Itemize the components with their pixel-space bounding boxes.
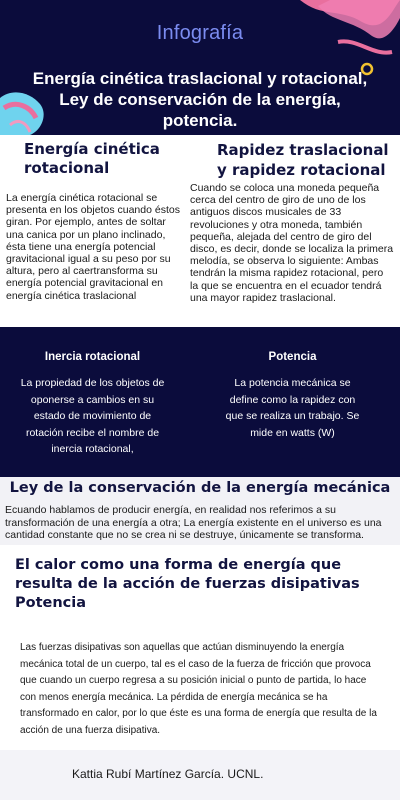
speed-section (190, 140, 394, 304)
infografia-label: Infografía (156, 22, 244, 44)
inercia-text: La propiedad de los objetos de oponerse a cambios en su estado de movimiento de rotación recibe el nombre de inercia rotacional, (20, 377, 165, 455)
inercia-panel (20, 351, 165, 458)
footer (0, 750, 400, 800)
potencia-heading: Potencia (268, 351, 317, 363)
calor-heading: El calor como una forma de energía que resulta de la acción de fuerzas disipativas Potencia (15, 557, 360, 611)
dark-info-band (0, 327, 400, 477)
ley-section (0, 477, 400, 545)
main-title: Energía cinética traslacional y rotacional, Ley de conservación de la energía, potencia. (32, 69, 368, 130)
rotational-energy-text: La energía cinética rotacional se presenta en los objetos cuando éstos giran. Por ejemplo, antes de soltar una canica por un plano inclinado, ésta tiene una energía potencial gravitacional igual a su peso por su altura, pero al caertransforma su energía potencial gravitacional en energía cinética traslacional (6, 192, 180, 302)
calor-text: Las fuerzas disipativas son aquellas que actúan disminuyendo la energía mecánica total de un cuerpo, tal es el caso de la fuerza de fricción que provoca que cuando un cuerpo regresa a su posición inicial o punto de partida, lo hace con menos energía mecánica. La pérdida de energía mecánica se ha transformado en calor, por lo que éste es una forma de energía que resulta de la acción de una fuerza disipativa. (20, 642, 377, 736)
ley-text: Ecuando hablamos de producir energía, en realidad nos referimos a su transformación de una energía a otra; La energía existente en el universo es una cantidad constante que no se crea ni se destruye, únicamente se transforma. (5, 504, 382, 541)
potencia-text: La potencia mecánica se define como la rapidez con que se realiza un trabajo. Se mide en watts (W) (225, 377, 360, 439)
ley-heading: Ley de la conservación de la energía mecánica (9, 480, 391, 496)
speed-text: Cuando se coloca una moneda pequeña cerca del centro de giro de uno de los antiguos discos musicales de 33 revoluciones y otra moneda, también pequeña, alejada del centro de giro del disco, es decir, donde se localiza la primera melodía, se observa lo siguiente: Ambas tendrán la misma rapidez rotacional, pero la que se encuentra en el ecuador tendrá una mayor rapidez traslacional. (190, 182, 394, 304)
speed-heading: Rapidez traslacional y rapidez rotacional (217, 141, 389, 179)
rotational-energy-section (6, 140, 184, 302)
rotational-energy-heading: Energía cinética rotacional (24, 140, 160, 177)
header-banner (0, 0, 400, 135)
author-credit: Kattia Rubí Martínez García. UCNL. (72, 767, 264, 781)
potencia-panel (225, 351, 360, 441)
inercia-heading: Inercia rotacional (44, 351, 141, 363)
